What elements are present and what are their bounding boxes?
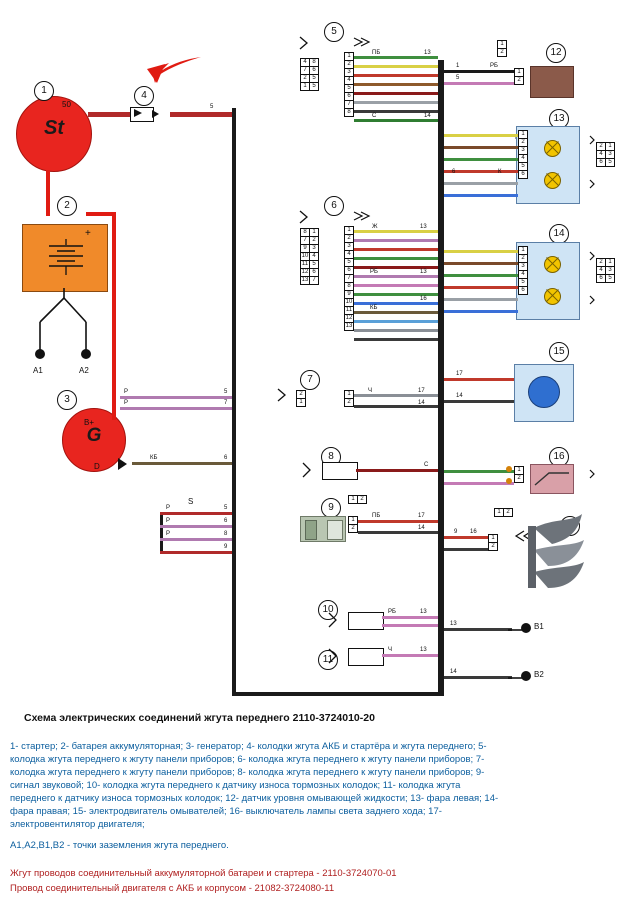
connector-10-bracket-icon — [326, 612, 344, 628]
wire-b2 — [444, 676, 512, 679]
wire-label-c6-e2: 13 — [420, 269, 427, 275]
wire-label-c12-2: 5 — [456, 75, 460, 81]
headlamp-right-bulb-1-icon — [544, 256, 561, 273]
horn-bracket-icon — [305, 520, 317, 540]
callout-13: 13 — [549, 109, 569, 129]
wire-label-c5-e2: 14 — [424, 113, 431, 119]
connector-5-bracket-icon — [298, 36, 316, 50]
connector-5-pin-table: 1 2 3 4 5 6 7 8 — [344, 52, 354, 117]
connector-4-group — [130, 105, 170, 123]
wire-gen-p-2 — [120, 407, 234, 410]
legend-line-1: 1- стартер; 2- батарея аккумуляторная; 3- генератор; 4- колодки жгута АКБ и стартёра и жгута переднего; 5- — [10, 741, 487, 752]
wire-label-s-p3: Р — [166, 531, 171, 537]
harness-trunk-left — [232, 108, 236, 696]
connector-11-shell — [348, 648, 384, 666]
wire-label-s-e4: 9 — [224, 544, 228, 550]
wire-c13-2 — [444, 146, 518, 149]
generator-d-terminal-label: D — [94, 462, 100, 471]
wire-label-c6-zh: Ж — [372, 224, 378, 230]
connector-14-left-pin-table: 1 2 3 4 5 6 — [518, 246, 528, 295]
battery-component — [22, 224, 108, 292]
callout-3: 3 — [57, 390, 77, 410]
connector-7-pin-table: 1 2 — [344, 390, 354, 407]
ground-label-a2: A2 — [79, 366, 89, 375]
connector-6-left-pin-table: 8 1 7 2 9 3 10 4 11 5 12 6 13 7 — [300, 228, 319, 285]
connector-6-pin-table: 1 2 3 4 5 6 7 8 9 10 11 12 13 — [345, 227, 353, 329]
battery-plus-label: + — [85, 228, 91, 239]
wire-c13-6 — [444, 194, 518, 197]
ground-label-b1: B1 — [534, 622, 544, 631]
legend-line-3: колодка жгута переднего к жгуту панели приборов; 8- колодка жгута переднего к жгуту панели приборов; 9- — [10, 767, 485, 778]
callout-16: 16 — [549, 447, 569, 467]
connector-13-bracket-top-icon — [588, 134, 600, 146]
connector-8-shell — [322, 462, 358, 480]
callout-8: 8 — [321, 447, 341, 467]
washer-motor-rotor-icon — [528, 376, 560, 408]
wire-label-6-gen: 6 — [224, 455, 228, 461]
wire-c10-1 — [382, 616, 438, 619]
callout-9: 9 — [321, 498, 341, 518]
callout-5: 5 — [324, 22, 344, 42]
wire-c15-1 — [444, 378, 514, 381]
connector-9-pin-table: 1 2 — [348, 516, 358, 533]
wire-c6-4 — [354, 257, 438, 260]
callout-2: 2 — [57, 196, 77, 216]
wire-label-c9-17: 17 — [418, 513, 425, 519]
wire-c13-5 — [444, 182, 518, 185]
wire-b1 — [444, 628, 512, 631]
wire-battery-plus-vertical — [112, 212, 116, 304]
ground-branch-a — [24, 288, 110, 366]
wire-label-c9-pb: ПБ — [372, 513, 381, 519]
connector-13-left-pin-table: 1 2 3 4 5 6 — [518, 130, 528, 179]
connector-16-node-2 — [506, 478, 512, 484]
callout-12: 12 — [546, 43, 566, 63]
connector-16-bracket-icon — [588, 468, 600, 480]
wire-c6-9 — [354, 302, 438, 305]
callout-15: 15 — [549, 342, 569, 362]
wire-label-c15-1: 17 — [456, 371, 463, 377]
generator-label: G — [86, 425, 102, 446]
wire-s-1 — [160, 512, 234, 515]
bundle-s-label: S — [188, 497, 194, 506]
wire-label-c6-rb: РБ — [370, 269, 378, 275]
horn-plug-icon — [327, 520, 343, 540]
wire-c12-2 — [444, 82, 514, 85]
wire-c6-13 — [354, 338, 438, 341]
starter-terminal-50-label: 50 — [62, 100, 71, 109]
connector-17-pin-table-small: 1 2 — [494, 508, 513, 517]
wire-c11-1 — [382, 654, 438, 657]
wire-label-c11-13: 13 — [420, 647, 427, 653]
wire-label-c17-1: 9 — [454, 529, 458, 535]
wire-label-c5-pb: ПБ — [372, 50, 381, 56]
connector-13-bracket-bottom-icon — [588, 178, 600, 190]
wire-c12-1 — [444, 70, 514, 73]
wire-label-c7-ch: Ч — [368, 388, 372, 394]
wire-label-b2: 14 — [450, 669, 457, 675]
wire-c5-2 — [354, 65, 438, 68]
legend-line-7: электровентилятор двигателя; — [10, 819, 145, 830]
connector-9-pin-table-small: 1 2 — [348, 495, 367, 504]
wire-label-c6-e3: 16 — [420, 296, 427, 302]
callout-6: 6 — [324, 196, 344, 216]
wire-starter-to-connector4 — [88, 112, 130, 117]
callout-7: 7 — [300, 370, 320, 390]
wire-label-p-1: Р — [124, 389, 129, 395]
footer-line-1: Жгут проводов соединительный аккумуляторной батареи и стартера - 2110-3724070-01 — [10, 868, 397, 879]
wire-c6-3 — [354, 248, 438, 251]
wire-c5-8 — [354, 119, 438, 122]
wire-c13-1 — [444, 134, 518, 137]
callout-11: 11 — [318, 650, 338, 670]
callout-10: 10 — [318, 600, 338, 620]
wire-label-7-gen: 7 — [224, 400, 228, 406]
wire-c17-1 — [444, 536, 488, 539]
wire-label-c7-14: 14 — [418, 400, 425, 406]
wire-c14-1 — [444, 250, 518, 253]
connector-16-node-1 — [506, 466, 512, 472]
wire-c9-1 — [358, 520, 438, 523]
wire-label-c12-1: 1 — [456, 63, 460, 69]
headlamp-left-bulb-2-icon — [544, 172, 561, 189]
wire-label-5-top: 5 — [210, 104, 214, 110]
harness-trunk-bottom — [232, 692, 444, 696]
wire-c14-6 — [444, 310, 518, 313]
wire-label-c12-rb: РБ — [490, 63, 498, 69]
connector-6-bracket-icon — [298, 210, 316, 224]
wire-label-s-e1: 5 — [224, 505, 228, 511]
wire-label-c7-17: 17 — [418, 388, 425, 394]
connector-16-pin-table: 1 2 — [514, 466, 524, 483]
headlamp-left-bulb-1-icon — [544, 140, 561, 157]
wire-label-c5-e1: 13 — [424, 50, 431, 56]
connector-4-arrow-icon — [134, 109, 142, 117]
wire-label-c6-e1: 13 — [420, 224, 427, 230]
ground-b2-icon — [508, 668, 532, 686]
footer-line-2: Провод соединительный двигателя с АКБ и корпусом - 21082-3724080-11 — [10, 883, 335, 894]
wire-c10-2 — [382, 624, 438, 627]
wire-connector4-to-trunk — [170, 112, 234, 117]
connector-6-arrow-icon — [352, 210, 372, 222]
starter-label: St — [44, 117, 64, 139]
connector-12-pin-table: 1 2 — [514, 68, 524, 85]
wire-label-c8: С — [424, 462, 429, 468]
connector-5-arrow-icon — [352, 36, 372, 48]
wire-label-c10-13: 13 — [420, 609, 427, 615]
connector-4-arrow2-icon — [152, 110, 159, 118]
wire-label-p-2: Р — [124, 400, 129, 406]
wire-c14-5 — [444, 298, 518, 301]
wire-starter-to-battery — [46, 170, 50, 216]
wire-c6-6 — [354, 275, 438, 278]
callout-14: 14 — [549, 224, 569, 244]
wire-s-2 — [160, 525, 234, 528]
legend-line-5: переднего к датчику износа тормозных колодок; 12- датчик уровня омывающей жидкости; 13- фара левая; 14- — [10, 793, 499, 804]
wire-gen-p-1 — [120, 396, 234, 399]
wire-c6-12 — [354, 329, 438, 332]
horn-body — [300, 516, 346, 542]
wire-label-c17-16: 16 — [470, 529, 477, 535]
connector-5-left-pin-table: 4 8 7 6 2 5 1 5 — [300, 58, 319, 91]
connector-17-pin-table: 1 2 — [488, 534, 498, 551]
generator-b-terminal-label: B+ — [84, 418, 95, 427]
wire-s-4 — [160, 551, 234, 554]
wire-c14-4 — [444, 286, 518, 289]
connector-7-bracket-icon — [276, 388, 294, 402]
diagram-title: Схема электрических соединений жгута переднего 2110-3724010-20 — [24, 712, 375, 724]
wire-c5-4 — [354, 83, 438, 86]
ground-points-note: A1,A2,B1,B2 - точки заземления жгута переднего. — [10, 840, 229, 851]
wire-label-5-gen: 5 — [224, 389, 228, 395]
connector-11-bracket-icon — [326, 648, 344, 664]
wire-c9-2 — [358, 531, 438, 534]
wire-label-c10-rb: РБ — [388, 609, 396, 615]
washer-level-sensor-body — [530, 66, 574, 98]
connector-10-shell — [348, 612, 384, 630]
ground-label-b2: B2 — [534, 670, 544, 679]
wire-c5-1 — [354, 56, 438, 59]
wire-label-b1: 13 — [450, 621, 457, 627]
wire-c15-2 — [444, 400, 514, 403]
engine-fan-icon — [528, 510, 588, 590]
headlamp-right-bulb-2-icon — [544, 288, 561, 305]
highlight-arrow-icon — [143, 55, 203, 87]
wire-c17-2 — [444, 548, 488, 551]
wire-label-c6-kb: КБ — [370, 305, 378, 311]
connector-7-left-pin-table: 2 1 — [296, 390, 306, 407]
wire-s-3 — [160, 538, 234, 541]
callout-1: 1 — [34, 81, 54, 101]
connector-14-right-pin-table: 2 1 4 3 6 5 — [596, 258, 615, 283]
wire-c6-1 — [354, 230, 438, 233]
wire-label-s-e2: 6 — [224, 518, 228, 524]
wire-c14-2 — [444, 262, 518, 265]
wire-c6-2 — [354, 239, 438, 242]
wire-c6-11 — [354, 320, 438, 323]
wire-label-s-p2: Р — [166, 518, 171, 524]
wire-c5-5 — [354, 92, 438, 95]
wire-label-c13-6: 6 — [452, 169, 456, 175]
connector-13-right-pin-table: 2 1 4 3 6 5 — [596, 142, 615, 167]
ground-label-a1: A1 — [33, 366, 43, 375]
wire-generator-to-battery — [112, 300, 116, 420]
connector-12-pin-table-small: 1 2 — [497, 40, 507, 57]
wire-c5-6 — [354, 101, 438, 104]
wire-label-s-e3: 8 — [224, 531, 228, 537]
wire-c14-3 — [444, 274, 518, 277]
wire-c16-2 — [444, 482, 514, 485]
wire-label-c5-s: С — [372, 113, 377, 119]
wire-c13-3 — [444, 158, 518, 161]
wire-label-c15-2: 14 — [456, 393, 463, 399]
legend-line-6: фара правая; 15- электродвигатель омывателей; 16- выключатель лампы света заднего хода; 17- — [10, 806, 442, 817]
wire-c7-1 — [354, 394, 438, 397]
wire-label-c13-zh: К — [498, 169, 502, 175]
wire-label-s-p1: Р — [166, 505, 171, 511]
wire-c6-7 — [354, 284, 438, 287]
wire-c5-3 — [354, 74, 438, 77]
legend-line-2: колодка жгута переднего к жгуту панели приборов; 6- колодка жгута переднего к жгуту панели приборов; 7- — [10, 754, 485, 765]
generator-d-connector — [118, 458, 132, 470]
legend-line-4: сигнал звуковой; 10- колодка жгута переднего к датчику износа тормозных колодок; 11- колодка жгута — [10, 780, 461, 791]
callout-4: 4 — [134, 86, 154, 106]
bundle-s-spine — [160, 512, 163, 554]
reverse-lamp-switch-body — [530, 464, 574, 494]
connector-14-bracket-top-icon — [588, 250, 600, 262]
wire-c8-1 — [356, 469, 438, 472]
wire-c7-2 — [354, 405, 438, 408]
starter-component — [16, 96, 92, 172]
connector-8-bracket-icon — [300, 462, 318, 478]
wire-label-c9-14: 14 — [418, 525, 425, 531]
ground-b1-icon — [508, 620, 532, 638]
wire-c16-1 — [444, 470, 514, 473]
connector-14-bracket-bottom-icon — [588, 294, 600, 306]
wire-c6-10 — [354, 311, 438, 314]
wire-label-c11-ch: Ч — [388, 647, 392, 653]
wire-gen-d — [132, 462, 234, 465]
wire-label-kb-gen: КБ — [150, 455, 158, 461]
